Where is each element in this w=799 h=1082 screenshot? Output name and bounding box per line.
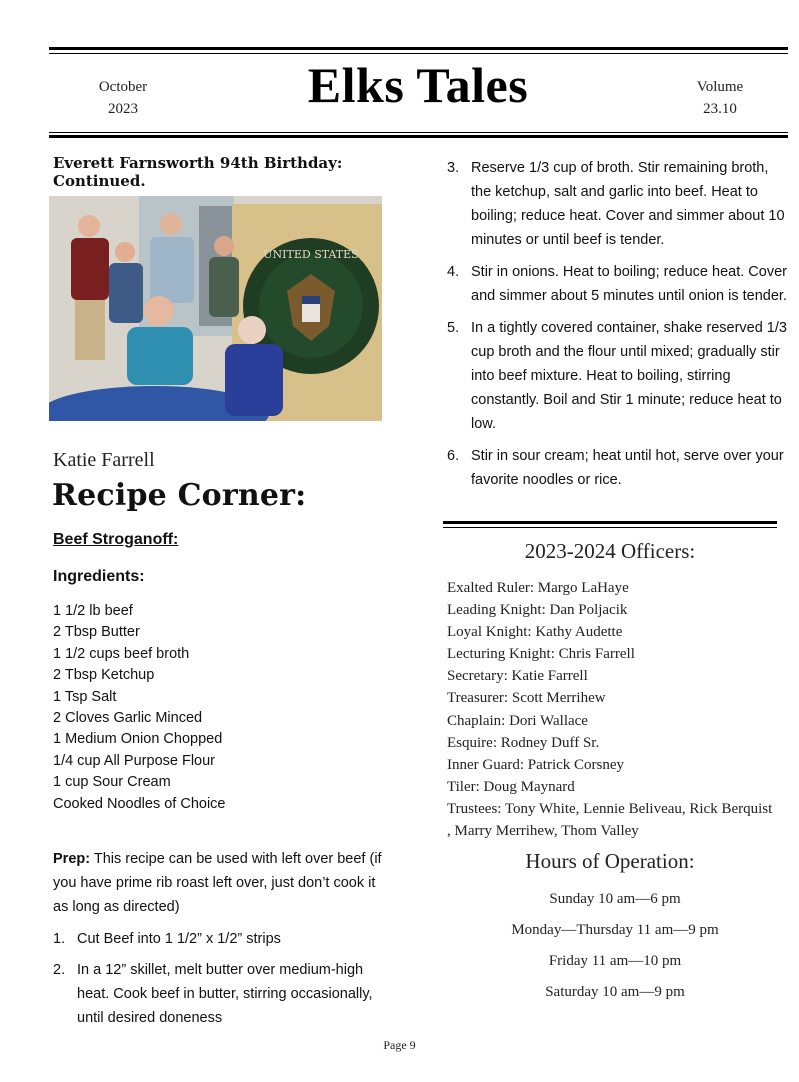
- masthead-month: October: [98, 79, 148, 95]
- step-text: Reserve 1/3 cup of broth. Stir remaining broth, the ketchup, salt and garlic into beef. Heat to boiling; reduce heat. Cover and simmer about 10 minutes or until beef is tender.: [471, 160, 785, 248]
- ingredient-item: Cooked Noodles of Choice: [53, 795, 226, 812]
- hours-heading: Hours of Operation:: [525, 849, 695, 873]
- officers-heading: 2023-2024 Officers:: [524, 539, 696, 563]
- officer-item: Inner Guard: Patrick Corsney: [447, 756, 625, 773]
- birthday-photo-illustration: [49, 196, 382, 421]
- recipe-steps-right: [447, 156, 787, 500]
- step-text: Cut Beef into 1 1/2” x 1/2” strips: [77, 931, 281, 947]
- officer-item: Esquire: Rodney Duff Sr.: [447, 734, 600, 751]
- masthead-year: 2023: [108, 101, 138, 117]
- recipe-author: Katie Farrell: [53, 449, 155, 471]
- recipe-dish-name: Beef Stroganoff:: [53, 531, 179, 548]
- masthead-volume-label: Volume: [696, 79, 744, 95]
- recipe-steps-left: [53, 927, 393, 1037]
- step-number: 3.: [447, 160, 460, 176]
- recipe-step: [447, 260, 787, 308]
- recipe-heading: Recipe Corner:: [52, 478, 307, 513]
- masthead-top-rule-thin: [49, 53, 788, 54]
- ingredient-item: 1 1/2 lb beef: [53, 603, 133, 619]
- officer-item: Secretary: Katie Farrell: [447, 668, 588, 685]
- prep-paragraph: [53, 847, 393, 919]
- officers-top-rule-thin: [443, 527, 777, 528]
- step-text: In a 12” skillet, melt butter over medium-high heat. Cook beef in butter, stirring occasionally, until desired doneness: [77, 962, 373, 1026]
- masthead-bottom-rule-thin: [49, 132, 788, 133]
- ingredient-item: 2 Tbsp Ketchup: [53, 667, 155, 684]
- recipe-step: [53, 927, 393, 951]
- officer-item: Exalted Ruler: Margo LaHaye: [447, 580, 629, 596]
- officer-item: Loyal Knight: Kathy Audette: [447, 624, 623, 641]
- step-number: 4.: [447, 264, 460, 280]
- officer-item: Chaplain: Dori Wallace: [447, 712, 588, 729]
- step-text: Stir in onions. Heat to boiling; reduce heat. Cover and simmer about 5 minutes until onion is tender.: [471, 264, 787, 304]
- step-number: 2.: [53, 962, 66, 978]
- ingredient-item: 1 cup Sour Cream: [53, 774, 171, 791]
- recipe-step: [447, 156, 787, 252]
- officer-item: Leading Knight: Dan Poljacik: [447, 602, 628, 619]
- officer-item: Treasurer: Scott Merrihew: [447, 690, 606, 707]
- step-text: In a tightly covered container, shake reserved 1/3 cup broth and the flour until mixed; gradually stir into beef mixture. Heat to boiling, stirring constantly. Boil and Stir 1 minute; reduce heat to low.: [471, 320, 787, 432]
- step-text: Stir in sour cream; heat until hot, serve over your favorite noodles or rice.: [471, 448, 784, 488]
- recipe-step: [447, 316, 787, 436]
- step-number: 5.: [447, 320, 460, 336]
- prep-label: Prep:: [53, 851, 91, 867]
- masthead-volume-number: 23.10: [703, 101, 737, 117]
- birthday-photo: [49, 196, 382, 421]
- masthead-volume: [665, 76, 775, 120]
- flag-text: UNITED STATES: [263, 248, 359, 261]
- ingredients-heading: Ingredients:: [53, 568, 145, 585]
- ingredient-item: 1 Tsp Salt: [53, 688, 117, 705]
- officer-item: Tiler: Doug Maynard: [447, 778, 575, 795]
- ingredient-item: 2 Tbsp Butter: [53, 624, 140, 641]
- masthead-top-rule: [49, 47, 788, 50]
- recipe-step: [53, 958, 393, 1030]
- prep-text: This recipe can be used with left over beef (if you have prime rib roast left over, just don’t cook it as long as directed): [53, 851, 382, 915]
- step-number: 6.: [447, 448, 460, 464]
- masthead-date: [68, 76, 178, 120]
- page-number: Page 9: [383, 1038, 416, 1052]
- ingredient-item: 1/4 cup All Purpose Flour: [53, 752, 216, 769]
- step-number: 1.: [53, 931, 66, 947]
- officer-item: Lecturing Knight: Chris Farrell: [447, 646, 635, 663]
- officers-list: [447, 577, 777, 842]
- officers-top-rule: [443, 521, 777, 524]
- ingredients-list: [53, 601, 226, 815]
- hours-list: [443, 884, 787, 1008]
- officer-item: Trustees: Tony White, Lennie Beliveau, Rick Berquist , Marry Merrihew, Thom Valley: [447, 800, 773, 840]
- ingredient-item: 2 Cloves Garlic Minced: [53, 710, 203, 727]
- ingredient-item: 1 1/2 cups beef broth: [53, 645, 190, 662]
- ingredient-item: 1 Medium Onion Chopped: [53, 731, 223, 748]
- recipe-step: [447, 444, 787, 492]
- hours-item: Monday—Thursday 11 am—9 pm: [511, 922, 719, 938]
- birthday-article-title: Everett Farnsworth 94th Birthday: Continued.: [53, 154, 343, 190]
- hours-item: Sunday 10 am—6 pm: [549, 891, 681, 907]
- hours-item: Saturday 10 am—9 pm: [545, 984, 685, 1000]
- newsletter-title: Elks Tales: [307, 57, 529, 113]
- masthead-bottom-rule: [49, 135, 788, 138]
- hours-item: Friday 11 am—10 pm: [548, 953, 682, 969]
